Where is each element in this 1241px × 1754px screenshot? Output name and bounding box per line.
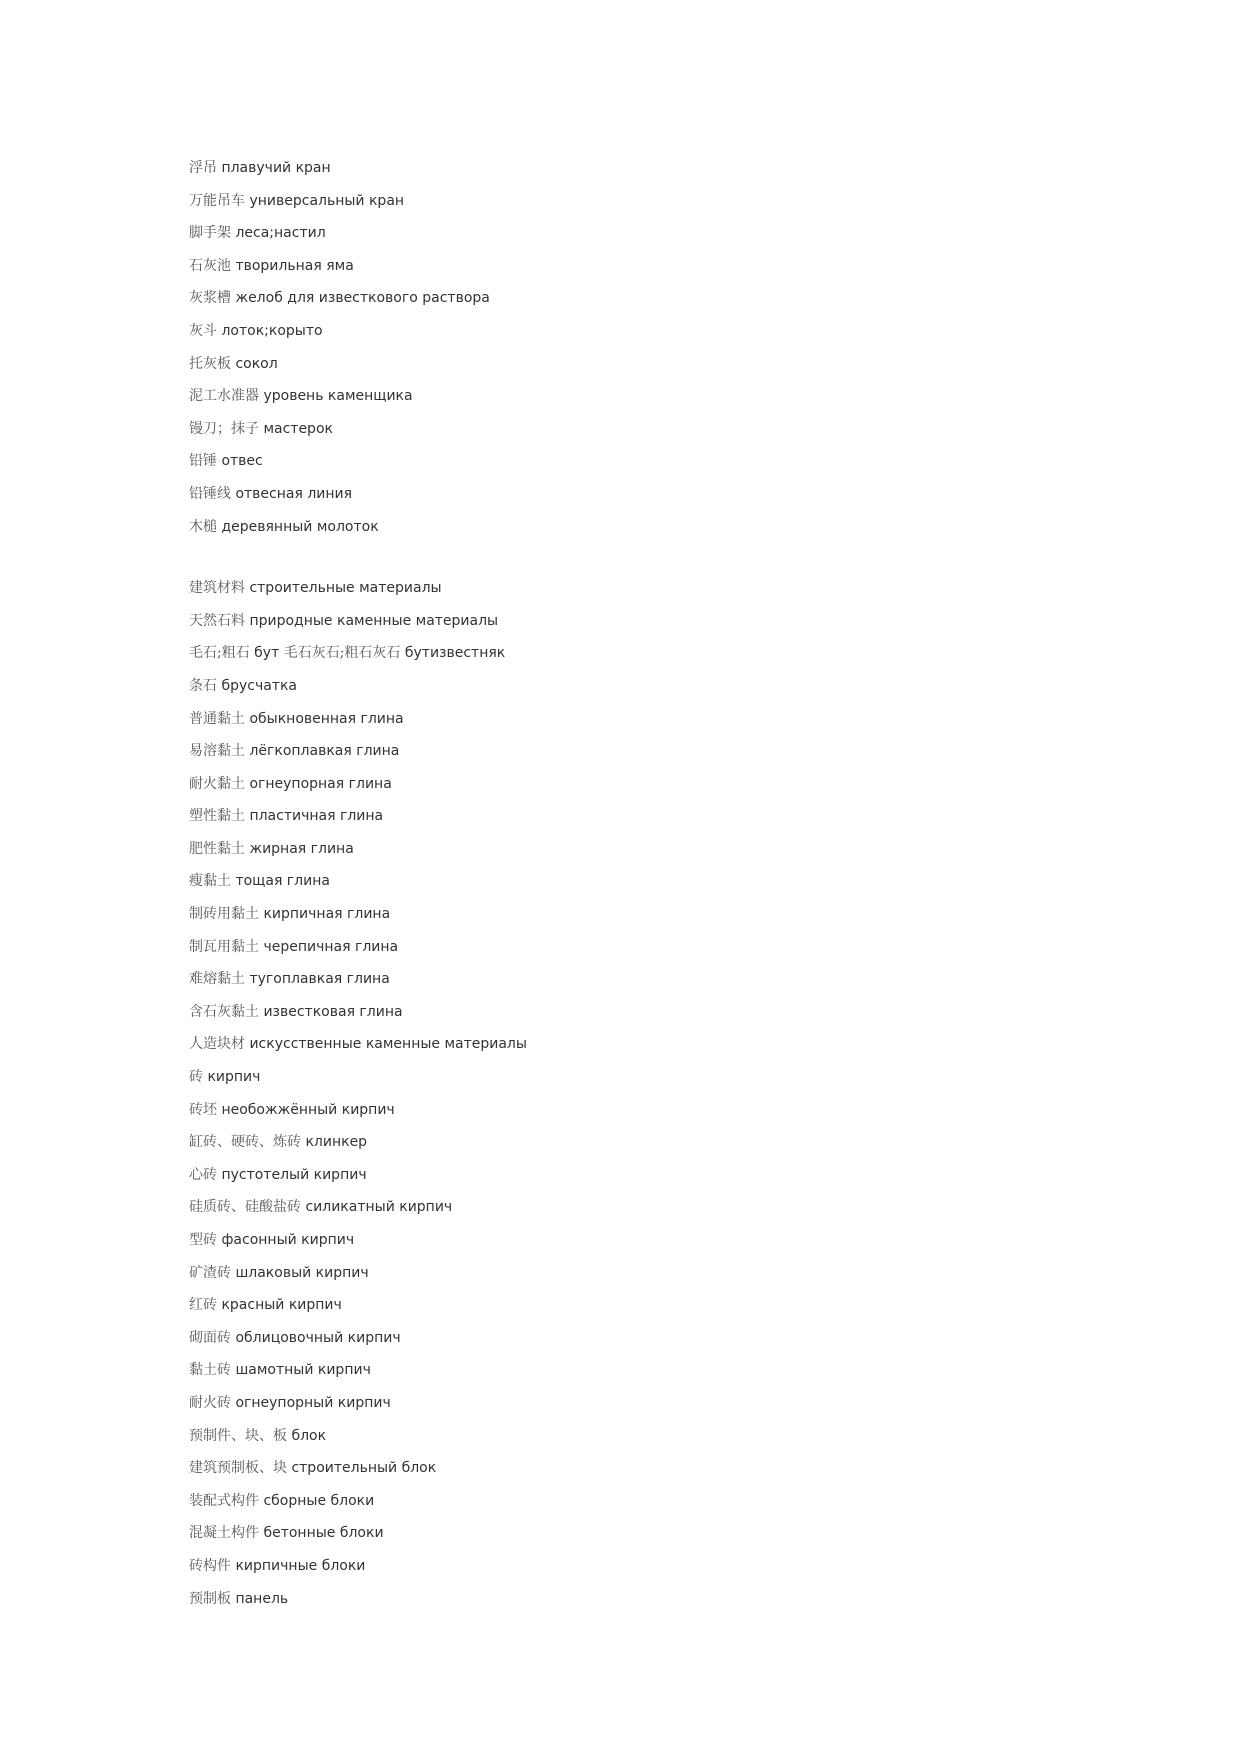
glossary-entry [189,1322,1089,1355]
chinese-term: 矿渣砖 [189,1264,231,1281]
russian-term: брусчатка [221,677,297,694]
russian-term: панель [235,1590,289,1607]
glossary-entry [189,1485,1089,1518]
chinese-term: 条石 [189,677,217,694]
glossary-entry [189,1452,1089,1485]
chinese-term: 石灰池 [189,257,231,274]
materials-glossary [189,572,1089,1615]
russian-term: тощая глина [235,873,330,890]
russian-term: фасонный кирпич [221,1232,355,1248]
russian-term: мастерок [263,420,333,437]
russian-term: жирная глина [249,840,354,857]
glossary-entry [189,1550,1089,1583]
chinese-term: 砌面砖 [189,1329,231,1346]
glossary-entry [189,1354,1089,1387]
russian-term: бетонные блоки [263,1525,384,1542]
russian-term: универсальный кран [249,192,405,209]
chinese-term: 易溶黏土 [189,743,245,760]
glossary-entry [189,898,1089,931]
glossary-entry [189,445,1089,478]
glossary-entry [189,1517,1089,1550]
russian-term: лёгкоплавкая глина [249,743,400,760]
chinese-term: 铅锤线 [189,485,231,502]
chinese-term: 肥性黏土 [189,840,245,857]
glossary-entry [189,478,1089,511]
glossary-entry [189,703,1089,736]
glossary-entry [189,282,1089,315]
glossary-entry [189,185,1089,218]
chinese-term: 耐火黏土 [189,775,245,792]
glossary-entry [189,996,1089,1029]
section-spacer [189,543,1089,572]
glossary-entry [189,1257,1089,1290]
chinese-term: 制瓦用黏土 [189,938,259,955]
russian-term: красный кирпич [221,1297,342,1314]
russian-term: необожжённый кирпич [221,1101,395,1118]
russian-term: лоток;корыто [221,322,323,339]
glossary-entry [189,1224,1089,1257]
russian-term: кирпичные блоки [235,1557,366,1574]
russian-term: леса;настил [235,225,326,242]
chinese-term: 普通黏土 [189,710,245,727]
glossary-entry [189,1387,1089,1420]
glossary-entry [189,833,1089,866]
russian-term: отвес [221,453,263,470]
chinese-term: 浮吊 [189,160,217,176]
russian-term: блок [291,1427,327,1444]
chinese-term: 瘦黏土 [189,873,231,890]
glossary-entry [189,963,1089,996]
chinese-term: 制砖用黏土 [189,906,259,923]
russian-term: природные каменные материалы [249,612,499,629]
glossary-entry [189,1583,1089,1616]
russian-term: плавучий кран [221,160,331,176]
chinese-term: 铅锤 [189,453,217,470]
russian-term: силикатный кирпич [305,1199,453,1216]
chinese-term: 毛石灰石;粗石灰石 [283,645,401,662]
chinese-term: 砖坯 [189,1101,217,1118]
chinese-term: 硅质砖、硅酸盐砖 [189,1199,301,1216]
chinese-term: 红砖 [189,1297,217,1314]
chinese-term: 人造块材 [189,1036,245,1053]
chinese-term: 木槌 [189,518,217,535]
russian-term: шлаковый кирпич [235,1264,369,1281]
chinese-term: 预制件、块、板 [189,1427,287,1444]
russian-term: желоб для известкового раствора [235,290,490,307]
glossary-entry [189,217,1089,250]
glossary-entry [189,152,1089,185]
chinese-term: 灰斗 [189,322,217,339]
russian-term: бут [254,645,280,662]
chinese-term: 镘刀；抹子 [189,420,259,437]
russian-term: деревянный молоток [221,518,379,535]
chinese-term: 耐火砖 [189,1394,231,1411]
equipment-glossary [189,152,1089,543]
russian-term: огнеупорный кирпич [235,1394,391,1411]
chinese-term: 天然石料 [189,612,245,629]
glossary-entry [189,605,1089,638]
russian-term: отвесная линия [235,485,353,502]
chinese-term: 毛石;粗石 [189,645,250,662]
glossary-entry [189,865,1089,898]
russian-term: пластичная глина [249,808,384,825]
glossary-entry [189,1191,1089,1224]
chinese-term: 万能吊车 [189,192,245,209]
glossary-entry [189,735,1089,768]
chinese-term: 混凝土构件 [189,1525,259,1542]
chinese-term: 心砖 [189,1166,217,1183]
chinese-term: 砖 [189,1069,203,1086]
russian-term: обыкновенная глина [249,710,404,727]
glossary-entry [189,637,1089,670]
glossary-entry [189,250,1089,283]
glossary-entry [189,670,1089,703]
chinese-term: 含石灰黏土 [189,1003,259,1020]
glossary-entry [189,768,1089,801]
glossary-entry [189,1061,1089,1094]
glossary-entry [189,572,1089,605]
glossary-entry [189,1159,1089,1192]
russian-term: известковая глина [263,1003,403,1020]
chinese-term: 建筑预制板、块 [189,1460,287,1477]
document-page [189,152,1089,1615]
chinese-term: 型砖 [189,1232,217,1248]
russian-term: пустотелый кирпич [221,1166,367,1183]
russian-term: бутизвестняк [404,645,506,662]
glossary-entry [189,315,1089,348]
chinese-term: 塑性黏土 [189,808,245,825]
glossary-entry [189,1094,1089,1127]
russian-term: тугоплавкая глина [249,971,390,988]
chinese-term: 砖构件 [189,1557,231,1574]
chinese-term: 缸砖、硬砖、炼砖 [189,1134,301,1151]
glossary-entry [189,1028,1089,1061]
russian-term: уровень каменщика [263,388,413,405]
chinese-term: 装配式构件 [189,1492,259,1509]
russian-term: искусственные каменные материалы [249,1036,527,1053]
glossary-entry [189,931,1089,964]
chinese-term: 脚手架 [189,225,231,242]
russian-term: облицовочный кирпич [235,1329,401,1346]
chinese-term: 黏土砖 [189,1362,231,1379]
chinese-term: 灰浆槽 [189,290,231,307]
russian-term: шамотный кирпич [235,1362,371,1379]
glossary-entry [189,1289,1089,1322]
chinese-term: 建筑材料 [189,580,245,597]
russian-term: огнеупорная глина [249,775,392,792]
russian-term: кирпич [207,1069,261,1086]
russian-term: клинкер [305,1134,368,1151]
glossary-entry [189,348,1089,381]
chinese-term: 预制板 [189,1590,231,1607]
russian-term: строительный блок [291,1460,437,1477]
russian-term: кирпичная глина [263,906,391,923]
glossary-entry [189,1420,1089,1453]
chinese-term: 难熔黏土 [189,971,245,988]
russian-term: черепичная глина [263,938,399,955]
chinese-term: 托灰板 [189,355,231,372]
russian-term: сборные блоки [263,1492,375,1509]
glossary-entry [189,413,1089,446]
glossary-entry [189,800,1089,833]
glossary-entry [189,380,1089,413]
glossary-entry [189,511,1089,544]
russian-term: сокол [235,355,278,372]
russian-term: творильная яма [235,257,354,274]
russian-term: строительные материалы [249,580,442,597]
chinese-term: 泥工水准器 [189,388,259,405]
glossary-entry [189,1126,1089,1159]
